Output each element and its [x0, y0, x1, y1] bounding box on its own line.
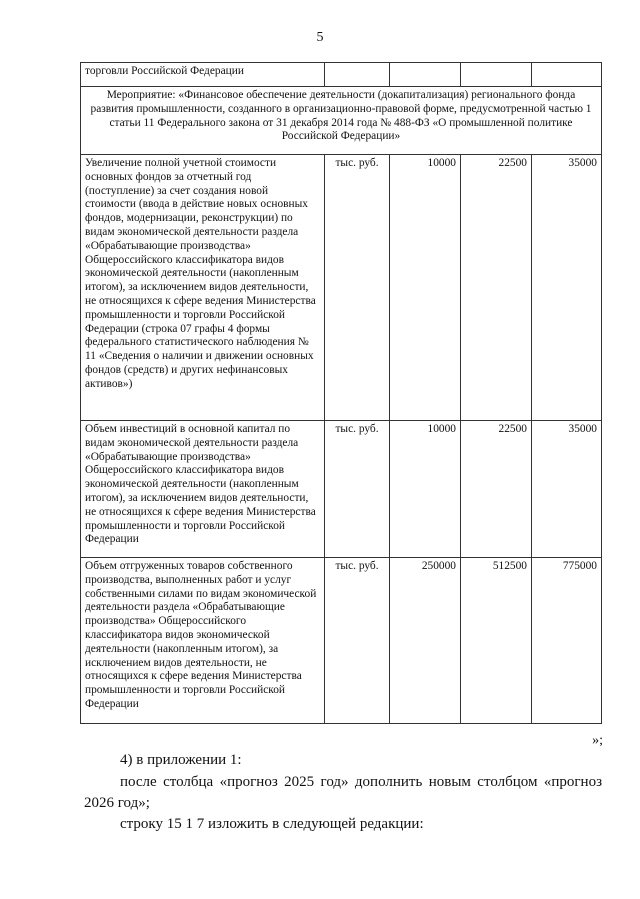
- row-value-2: 512500: [461, 558, 532, 724]
- paragraph-amendment-number: 4) в приложении 1:: [120, 752, 242, 768]
- row-value-3: 35000: [532, 421, 602, 558]
- row-unit: тыс. руб.: [325, 155, 390, 421]
- row-unit: [325, 63, 390, 87]
- page-number: 5: [316, 30, 324, 45]
- row-unit: тыс. руб.: [325, 558, 390, 724]
- row-value-2: 22500: [461, 421, 532, 558]
- table-row: [81, 421, 602, 558]
- row-value-2: 22500: [461, 155, 532, 421]
- row-value-2: [461, 63, 532, 87]
- row-value-3: 775000: [532, 558, 602, 724]
- row-description: Увеличение полной учетной стоимости основных фондов за отчетный год (поступление) за счет создания новой стоимости (ввода в действие новых основных фондов, модернизации, реконструкции) по видам экономической деятельности раздела «Обрабатывающие производства» Общероссийского классификатора видов экономической деятельности (накопленным итогом), за исключением видов деятельности, не относящихся к сфере ведения Министерства промышленности и торговли Российской Федерации (строка 07 графы 4 формы федерального статистического наблюдения № 11 «Сведения о наличии и движении основных фондов (средств) и других нефинансовых активов»): [81, 155, 325, 421]
- row-value-1: 10000: [390, 155, 461, 421]
- row-description: Объем отгруженных товаров собственного производства, выполненных работ и услуг собственными силами по видам экономической деятельности раздела «Обрабатывающие производства» Общероссийского классификатора видов экономической деятельности (накопленным итогом), за исключением видов деятельности, не относящихся к сфере ведения Министерства промышленности и торговли Российской Федерации: [81, 558, 325, 724]
- row-value-1: 10000: [390, 421, 461, 558]
- paragraph-row-edit: строку 15 1 7 изложить в следующей редакции:: [120, 816, 424, 832]
- row-value-1: 250000: [390, 558, 461, 724]
- table-row: [81, 155, 602, 421]
- paragraph-add-column: после столбца «прогноз 2025 год» дополнить новым столбцом «прогноз 2026 год»;: [84, 774, 602, 811]
- row-description: Объем инвестиций в основной капитал по видам экономической деятельности раздела «Обрабатывающие производства» Общероссийского классификатора видов экономической деятельности (накопленным итогом), за исключением видов деятельности, не относящихся к сфере ведения Министерства промышленности и торговли Российской Федерации: [81, 421, 325, 558]
- row-value-3: [532, 63, 602, 87]
- row-description: торговли Российской Федерации: [81, 63, 325, 87]
- indicator-table: [80, 62, 602, 724]
- closing-quote: »;: [592, 733, 603, 748]
- event-text: Мероприятие: «Финансовое обеспечение деятельности (докапитализация) регионального фонда развития промышленности, созданного в организационно-правовой форме, предусмотренной частью 1 статьи 11 Федерального закона от 31 декабря 2014 года № 488-ФЗ «О промышленной политике Российской Федерации»: [81, 87, 602, 155]
- table-row: [81, 63, 602, 87]
- row-value-1: [390, 63, 461, 87]
- table-row: [81, 558, 602, 724]
- event-row: [81, 87, 602, 155]
- row-unit: тыс. руб.: [325, 421, 390, 558]
- row-value-3: 35000: [532, 155, 602, 421]
